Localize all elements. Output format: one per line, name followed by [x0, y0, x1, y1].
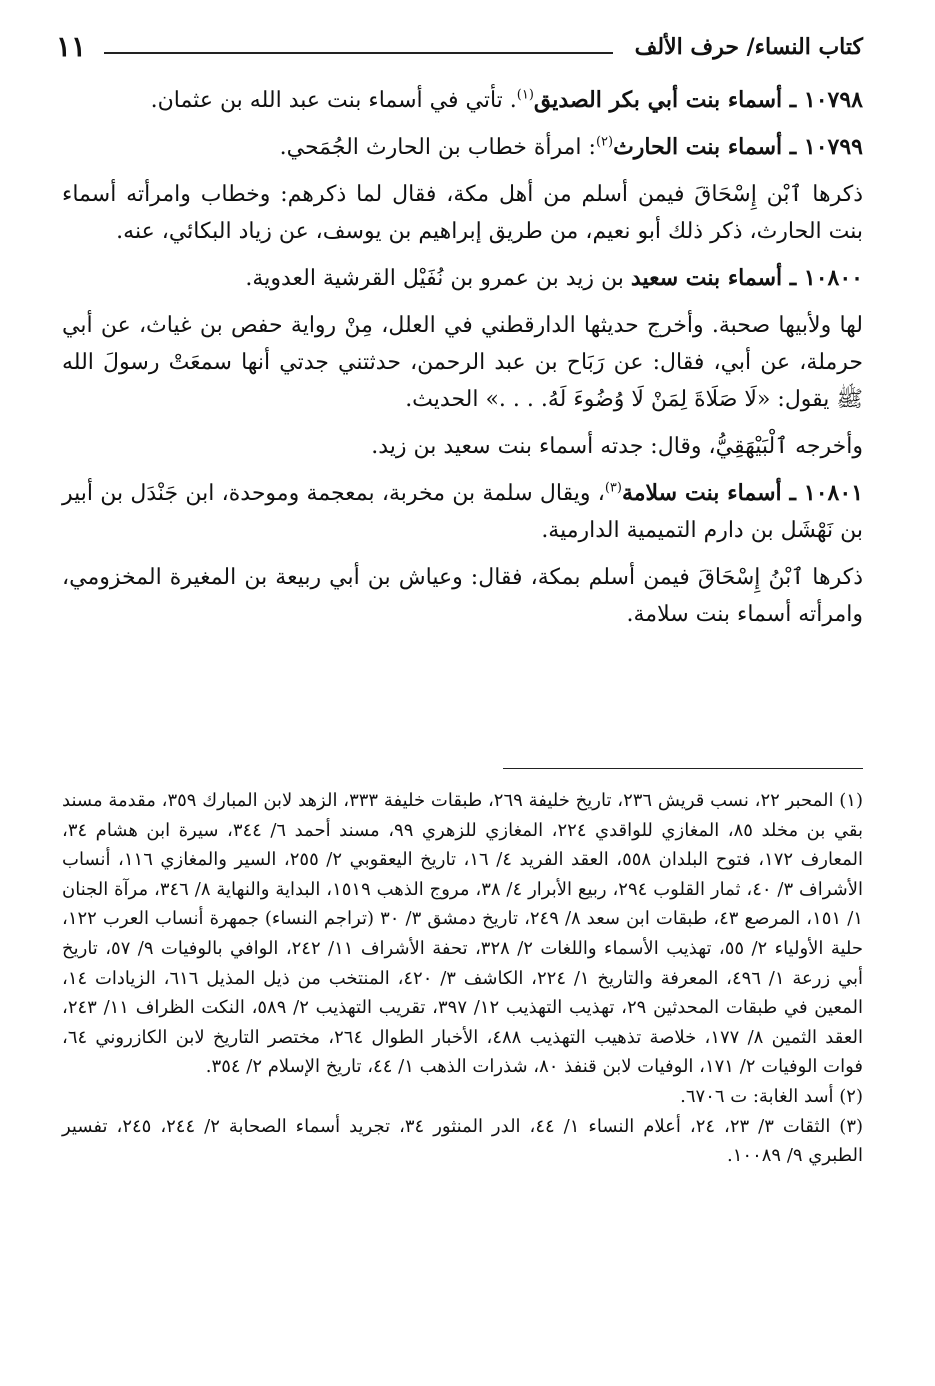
entry-separator: ـ	[782, 265, 804, 291]
entry-name: أسماء بنت أبي بكر الصديق	[533, 87, 783, 113]
footnote-marker: (٢)	[595, 134, 614, 150]
entry-name: أسماء بنت الحارث	[613, 134, 783, 160]
footnote-1: (١) المحبر ٢٢، نسب قريش ٢٣٦، تاريخ خليفة ٢٦٩، طبقات خليفة ٣٣٣، الزهد لابن المبارك ٣٥٩، مقدمة مسند بقي بن مخلد ٨٥، المغازي للواقدي ٢٢٤، المغازي للزهري ٩٩، مسند أحمد ٦/ ٣٤٤، سيرة ابن هشام ٣٤، المعارف ١٧٢، فتوح البلدان ٥٥٨، العقد الفريد ٤/ ١٦، تاريخ اليعقوبي ٢/ ٢٥٥، السير والمغازي ١١٦، أنساب الأشراف ٣/ ٤٠، ثمار القلوب ٢٩٤، ربيع الأبرار ٤/ ٣٨، مروج الذهب ١٥١٩، البداية والنهاية ٨/ ٣٤٦، مرآة الجنان ١/ ١٥١، المرصع ٤٣، طبقات ابن سعد ٨/ ٢٤٩، تاريخ دمشق ٣/ ٣٠ (تراجم النساء) جمهرة أنساب العرب ١٢٢، حلية الأولياء ٢/ ٥٥، تهذيب الأسماء واللغات ٢/ ٣٢٨، تحفة الأشراف ١١/ ٢٤٢، الوافي بالوفيات ٩/ ٥٧، تاريخ أبي زرعة ١/ ٤٩٦، المعرفة والتاريخ ١/ ٢٢٤، الكاشف ٣/ ٤٢٠، المنتخب من ذيل المذيل ٦١٦، الزيادات ١٤، المعين في طبقات المحدثين ٢٩، تهذيب التهذيب ١٢/ ٣٩٧، تقريب التهذيب ٢/ ٥٨٩، النكت الظراف ١١/ ٢٤٣، العقد الثمين ٨/ ١٧٧، خلاصة تذهيب التهذيب ٤٨٨، الأخبار الطوال ٢٦٤، مختصر التاريخ لابن الكازروني ٦٤، فوات الوفيات ٢/ ١٧١، الوفيات لابن قنفذ ٨٠، شذرات الذهب ١/ ٤٤، تاريخ الإسلام ٢/ ٣٥٤.	[62, 790, 864, 1078]
entry-text: ، ويقال سلمة بن مخربة، بمعجمة وموحدة، ابن جَنْدَل بن أبير بن نَهْشَل بن دارم التميمية الدارمية.	[62, 481, 863, 543]
entry-10799	[62, 129, 863, 166]
footnote-rule	[503, 768, 863, 769]
entry-separator: ـ	[782, 87, 804, 113]
entry-number: ١٠٨٠١	[803, 480, 864, 506]
entry-name: أسماء بنت سلامة	[621, 480, 782, 506]
paragraph	[62, 559, 863, 633]
paragraph-text: لها ولأبيها صحبة. وأخرج حديثها الدارقطني في العلل، مِنْ رواية حفص بن غياث، عن أبي حرملة، عن أبي، فقال: عن رَبَاح بن عبد الرحمن، حدثتني جدتي أنها سمعَتْ رسولَ الله ﷺ يقول: «لَا صَلَاةَ لِمَنْ لَا وُضُوءَ لَهُ. . . .» الحديث.	[62, 313, 863, 412]
entry-number: ١٠٧٩٨	[803, 87, 863, 113]
footnote-marker: (١)	[516, 87, 534, 103]
paragraph-text: وأخرجه ٱلْبَيْهَقِيُّ، وقال: جدته أسماء بنت سعيد بن زيد.	[371, 434, 863, 459]
paragraph-text: ذكرها ٱبْن إِسْحَاقَ فيمن أسلم من أهل مكة، فقال لما ذكرهم: وخطاب وامرأته أسماء بنت الحارث، ذكر ذلك أبو نعيم، من طريق إبراهيم بن يوسف، عن زياد البكائي، عنه.	[62, 182, 863, 244]
entry-10801	[62, 475, 863, 549]
entry-10798	[62, 82, 863, 119]
entry-text: . تأتي في أسماء بنت عبد الله بن عثمان.	[150, 88, 517, 113]
paragraph	[62, 307, 863, 418]
paragraph	[62, 176, 863, 250]
footnotes	[62, 786, 863, 1171]
header-rule	[104, 52, 613, 54]
entry-separator: ـ	[781, 480, 804, 506]
entry-separator: ـ	[782, 134, 804, 160]
entry-text: بن زيد بن عمرو بن نُفَيْل القرشية العدوية.	[245, 266, 631, 291]
paragraph-text: ذكرها ٱبْنُ إِسْحَاقَ فيمن أسلم بمكة، فقال: وعياش بن أبي ربيعة بن المغيرة المخزومي، وامرأته أسماء بنت سلامة.	[62, 565, 863, 627]
entry-text: : امرأة خطاب بن الحارث الجُمَحي.	[279, 135, 596, 160]
running-title: كتاب النساء/ حرف الألف	[634, 34, 863, 60]
entry-number: ١٠٧٩٩	[803, 134, 863, 160]
paragraph	[62, 428, 863, 465]
footnote-2: (٢) أسد الغابة: ت ٦٧٠٦.	[680, 1085, 863, 1107]
page-number: ١١	[56, 30, 87, 63]
main-text	[62, 82, 863, 643]
entry-name: أسماء بنت سعيد	[630, 265, 783, 291]
entry-10800	[62, 260, 863, 297]
footnote-3: (٣) الثقات ٣/ ٢٣، ٢٤، أعلام النساء ١/ ٤٤، الدر المنثور ٣٤، تجريد أسماء الصحابة ٢/ ٢٤٤، ٢٤٥، تفسير الطبري ٩/ ١٠٠٨٩.	[62, 1115, 864, 1167]
entry-number: ١٠٨٠٠	[803, 265, 863, 291]
page-header	[56, 30, 863, 70]
footnote-marker: (٣)	[604, 480, 622, 496]
